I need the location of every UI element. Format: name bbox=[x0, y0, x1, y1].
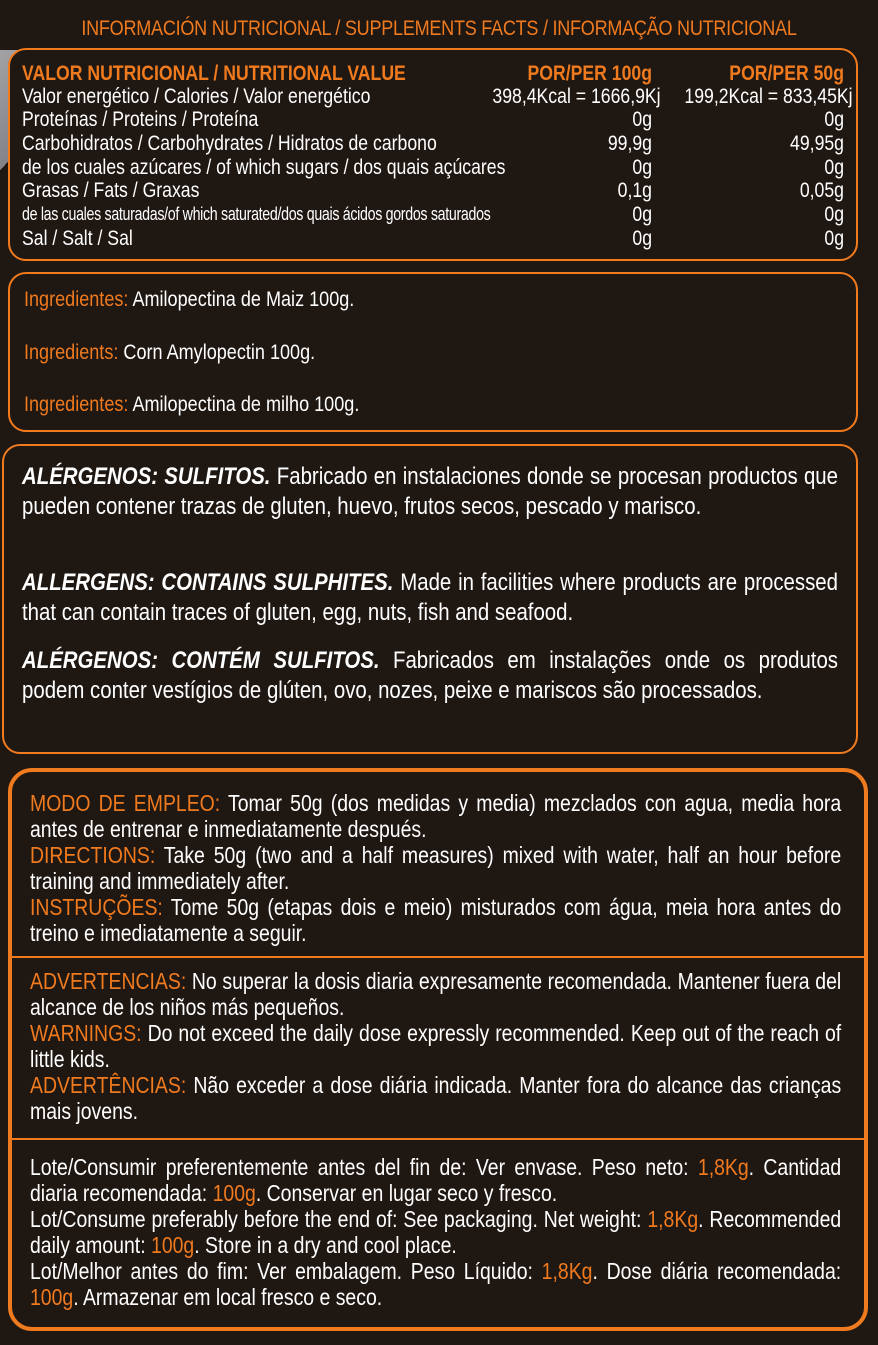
nutrition-row-per50: 0g bbox=[824, 227, 844, 250]
storage-paragraph bbox=[30, 1154, 841, 1310]
net-weight-value: 1,8Kg bbox=[647, 1206, 699, 1232]
directions-paragraph bbox=[30, 790, 841, 946]
ingredient-line bbox=[24, 288, 354, 312]
allergen-text: Fabricados em instalações onde os produtos podem conter vestígios de glúten, ovo, nozes, peixe e mariscos são processados. bbox=[22, 647, 838, 704]
nutrition-row-per50: 199,2Kcal = 833,45Kj bbox=[684, 85, 853, 108]
nutrition-row-per100: 0g bbox=[632, 227, 652, 250]
nutrition-header-per100: POR/PER 100g bbox=[527, 62, 652, 85]
nutrition-row-per50: 0g bbox=[824, 108, 844, 131]
nutrition-row bbox=[22, 203, 844, 226]
nutrition-row bbox=[22, 227, 844, 250]
nutrition-row-label: Proteínas / Proteins / Proteína bbox=[22, 108, 259, 131]
nutrition-row-label: Carbohidratos / Carbohydrates / Hidratos de carbono bbox=[22, 132, 437, 155]
nutrition-row-per100: 99,9g bbox=[607, 132, 652, 155]
nutrition-row-label: de las cuales saturadas/of which saturated/dos quais ácidos gordos saturados bbox=[22, 204, 491, 224]
allergen-paragraph bbox=[22, 646, 838, 706]
storage-text: . Cantidad diaria recomendada: bbox=[30, 1154, 842, 1206]
allergen-paragraph bbox=[22, 462, 838, 522]
nutrition-row-per100: 398,4Kcal = 1666,9Kj bbox=[492, 85, 661, 108]
nutrition-row-label: Sal / Salt / Sal bbox=[22, 227, 133, 250]
nutrition-row bbox=[22, 156, 844, 179]
nutrition-row-per50: 0,05g bbox=[799, 179, 844, 202]
directions-label: DIRECTIONS: bbox=[30, 842, 156, 868]
storage-text: Lote/Consumir preferentemente antes del fin de: Ver envase. Peso neto: bbox=[30, 1154, 698, 1180]
storage-text: Lot/Consume preferably before the end of: See packaging. Net weight: bbox=[30, 1206, 648, 1232]
nutrition-header-row bbox=[22, 62, 844, 85]
storage-text: Lot/Melhor antes do fim: Ver embalagem. Peso Líquido: bbox=[30, 1258, 542, 1284]
ingredient-label: Ingredients: bbox=[24, 341, 119, 364]
nutrition-row bbox=[22, 132, 844, 155]
nutrition-row-label: Valor energético / Calories / Valor energético bbox=[22, 85, 371, 108]
warnings-text: Do not exceed the daily dose expressly recommended. Keep out of the reach of little kids. bbox=[30, 1020, 842, 1072]
nutrition-row-per100: 0g bbox=[632, 203, 652, 226]
usage-info-box bbox=[8, 768, 868, 1331]
nutrition-row-per50: 49,95g bbox=[790, 132, 844, 155]
allergen-text: Made in facilities where products are processed that can contain traces of gluten, egg, nuts, fish and seafood. bbox=[22, 569, 838, 626]
warnings-label: ADVERTENCIAS: bbox=[30, 968, 187, 994]
nutrition-row-per100: 0,1g bbox=[617, 179, 652, 202]
ingredient-text: Amilopectina de milho 100g. bbox=[128, 393, 360, 416]
allergens-box bbox=[2, 444, 858, 754]
directions-text: Take 50g (two and a half measures) mixed with water, half an hour before training and immediately after. bbox=[30, 842, 842, 894]
allergen-label: ALÉRGENOS: CONTÉM SULFITOS. bbox=[22, 647, 380, 674]
daily-amount-value: 100g bbox=[151, 1232, 195, 1258]
allergen-text: Fabricado en instalaciones donde se procesan productos que pueden contener trazas de gluten, huevo, frutos secos, pescado y marisco. bbox=[22, 463, 838, 520]
storage-text: . Store in a dry and cool place. bbox=[194, 1232, 457, 1258]
allergen-paragraph bbox=[22, 568, 838, 628]
warnings-label: WARNINGS: bbox=[30, 1020, 142, 1046]
warnings-label: ADVERTÊNCIAS: bbox=[30, 1072, 187, 1098]
directions-text: Tome 50g (etapas dois e meio) misturados com água, meia hora antes do treino e imediatamente a seguir. bbox=[30, 894, 842, 946]
directions-label: MODO DE EMPLEO: bbox=[30, 790, 221, 816]
ingredient-text: Corn Amylopectin 100g. bbox=[118, 341, 316, 364]
storage-text: . Armazenar em local fresco e seco. bbox=[73, 1284, 383, 1310]
allergen-label: ALÉRGENOS: SULFITOS. bbox=[22, 463, 271, 490]
warnings-text: Não exceder a dose diária indicada. Manter fora do alcance das crianças mais jovens. bbox=[30, 1072, 842, 1124]
nutrition-row-label: de los cuales azúcares / of which sugars / dos quais açúcares bbox=[22, 156, 506, 179]
nutrition-table bbox=[8, 48, 858, 261]
warnings-text: No superar la dosis diaria expresamente recomendada. Mantener fuera del alcance de los niños más pequeños. bbox=[30, 968, 842, 1020]
page-title: INFORMACIÓN NUTRICIONAL / SUPPLEMENTS FACTS / INFORMAÇÃO NUTRICIONAL bbox=[81, 17, 797, 40]
nutrition-header-per50: POR/PER 50g bbox=[729, 62, 844, 85]
storage-text: . Recommended daily amount: bbox=[30, 1206, 842, 1258]
nutrition-row-per50: 0g bbox=[824, 203, 844, 226]
nutrition-row-label: Grasas / Fats / Graxas bbox=[22, 179, 200, 202]
nutrition-row-per50: 0g bbox=[824, 156, 844, 179]
nutrition-row bbox=[22, 85, 853, 108]
allergen-label: ALLERGENS: CONTAINS SULPHITES. bbox=[22, 569, 394, 596]
ingredient-line bbox=[24, 341, 315, 365]
storage-text: . Dose diária recomendada: bbox=[592, 1258, 842, 1284]
directions-text: Tomar 50g (dos medidas y media) mezclados con agua, media hora antes de entrenar e inmediatamente después. bbox=[30, 790, 842, 842]
ingredient-label: Ingredientes: bbox=[24, 393, 129, 416]
section-divider bbox=[12, 956, 864, 958]
daily-amount-value: 100g bbox=[212, 1180, 256, 1206]
ingredient-text: Amilopectina de Maiz 100g. bbox=[128, 288, 355, 311]
net-weight-value: 1,8Kg bbox=[697, 1154, 749, 1180]
ingredient-label: Ingredientes: bbox=[24, 288, 129, 311]
nutrition-row bbox=[22, 108, 844, 131]
ingredients-box bbox=[8, 272, 858, 432]
storage-text: . Conservar en lugar seco y fresco. bbox=[255, 1180, 558, 1206]
section-divider bbox=[12, 1138, 864, 1140]
title-bar bbox=[0, 0, 878, 50]
ingredient-line bbox=[24, 393, 359, 417]
nutrition-header-label: VALOR NUTRICIONAL / NUTRITIONAL VALUE bbox=[22, 62, 406, 85]
nutrition-row-per100: 0g bbox=[632, 156, 652, 179]
nutrition-row bbox=[22, 179, 844, 202]
warnings-paragraph bbox=[30, 968, 841, 1124]
net-weight-value: 1,8Kg bbox=[541, 1258, 593, 1284]
directions-label: INSTRUÇÕES: bbox=[30, 894, 163, 920]
nutrition-row-per100: 0g bbox=[632, 108, 652, 131]
daily-amount-value: 100g bbox=[30, 1284, 74, 1310]
